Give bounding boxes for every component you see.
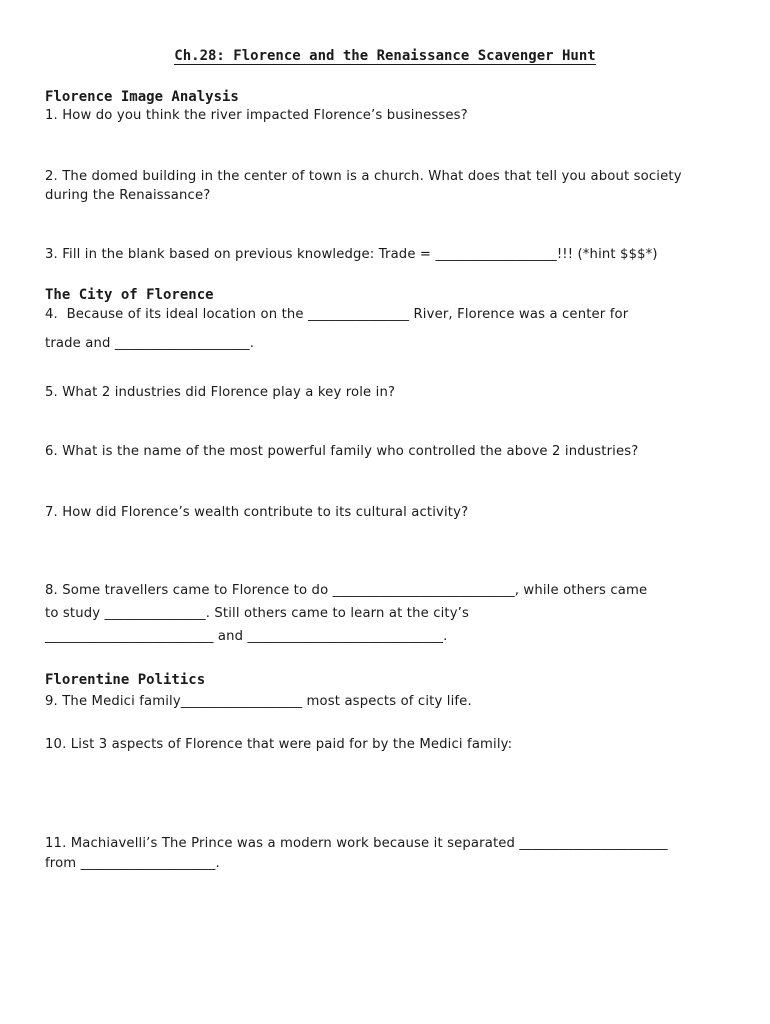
question-6: 6. What is the name of the most powerful family who controlled the above 2 industries? (45, 444, 639, 459)
question-4-line-2: trade and ____________________. (45, 336, 255, 351)
question-10: 10. List 3 aspects of Florence that were paid for by the Medici family: (45, 737, 513, 752)
question-5: 5. What 2 industries did Florence play a key role in? (45, 385, 396, 400)
question-11-line-2: from ____________________. (45, 856, 220, 871)
section-heading-image-analysis: Florence Image Analysis (45, 89, 239, 105)
question-8-line-2: to study _______________. Still others came to learn at the city’s (45, 606, 470, 621)
question-2-line-1: 2. The domed building in the center of town is a church. What does that tell you about society (45, 169, 682, 184)
worksheet-title: Ch.28: Florence and the Renaissance Scavenger Hunt (174, 48, 596, 64)
question-3: 3. Fill in the blank based on previous knowledge: Trade = __________________!!! (*hint $$$*) (45, 247, 658, 262)
question-11-line-1: 11. Machiavelli’s The Prince was a modern work because it separated ______________________ (45, 836, 668, 851)
question-8-line-1: 8. Some travellers came to Florence to do ___________________________, while others came (45, 583, 648, 598)
section-heading-politics: Florentine Politics (45, 672, 206, 688)
question-7: 7. How did Florence’s wealth contribute to its cultural activity? (45, 505, 469, 520)
question-9: 9. The Medici family__________________ most aspects of city life. (45, 694, 472, 709)
question-2-line-2: during the Renaissance? (45, 188, 211, 203)
section-heading-city: The City of Florence (45, 287, 214, 303)
question-4-line-1: 4. Because of its ideal location on the _______________ River, Florence was a center for (45, 307, 629, 322)
question-1: 1. How do you think the river impacted Florence’s businesses? (45, 108, 468, 123)
question-8-line-3: _________________________ and _____________________________. (45, 629, 448, 644)
